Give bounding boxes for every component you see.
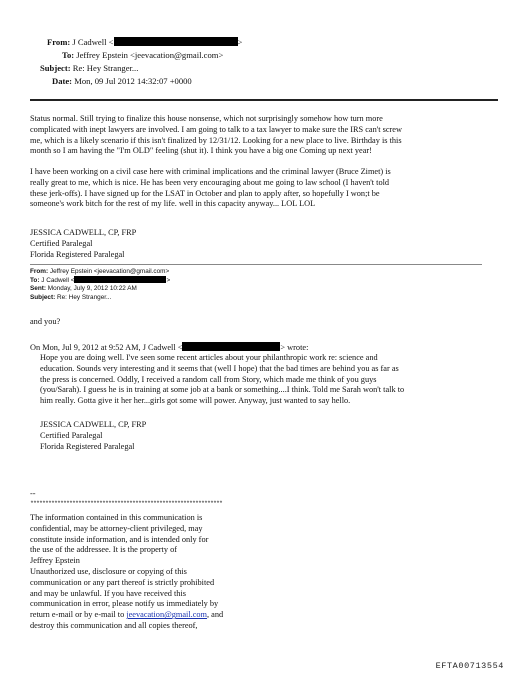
- body-line: I have been working on a civil case here with criminal implications and the criminal lawyer (Bruce Zimet) is: [30, 167, 391, 176]
- quoted-subject-value: Re: Hey Stranger...: [57, 293, 112, 301]
- email-link[interactable]: jeevacation@gmail.com: [126, 610, 207, 620]
- to-label: To:: [62, 50, 75, 60]
- from-end: >: [237, 37, 243, 47]
- quoted-signature-block: [40, 420, 146, 452]
- wrote-suffix: > wrote:: [280, 343, 309, 352]
- header-subject: [40, 62, 138, 75]
- date-label: Date:: [52, 76, 73, 86]
- from-label: From:: [47, 37, 71, 47]
- quoted-to-label: To:: [30, 277, 40, 285]
- quoted-line: education. Sounds very interesting and it seems that (well I hope) that the bad times are behind you as far as: [40, 363, 399, 373]
- header-to: [62, 49, 223, 62]
- body-line: me, which is a likely scenario if this isn't finalized by 12/31/12. Looking for a new place to live. Birthday is this: [30, 135, 402, 145]
- quoted-sent-label: Sent:: [30, 285, 46, 293]
- quote-divider: [30, 264, 482, 265]
- quoted-from: [30, 268, 170, 276]
- signature-title: Florida Registered Paralegal: [40, 441, 135, 451]
- quoted-subject: [30, 294, 170, 302]
- to-value: Jeffrey Epstein <jeevacation@gmail.com>: [76, 50, 224, 60]
- signature-title: Florida Registered Paralegal: [30, 249, 125, 259]
- body-line: someone's work bitch for the rest of my life. well in this capacity anyway... LOL LOL: [30, 199, 316, 209]
- body-line: really great to me, which is nice. He has been very encouraging about me going to law school (I haven't told: [30, 177, 390, 187]
- quoted-subject-label: Subject:: [30, 293, 56, 301]
- bates-number: EFTA00713554: [435, 661, 504, 671]
- quoted-line: him really. Gotta give it her her...girls got some will power. Anyway, just wanted to say hello.: [40, 396, 351, 406]
- subject-label: Subject:: [40, 63, 71, 73]
- signature-block: [30, 228, 136, 260]
- quoted-from-label: From:: [30, 268, 49, 275]
- quoted-sent-value: Monday, July 9, 2012 10:22 AM: [47, 285, 137, 293]
- body-line: these jerk-offs). I have signed up for the LSAT in October and plan to apply after, so hopefully I won;t be: [30, 188, 380, 198]
- disclaimer-line: destroy this communication and all copies thereof,: [30, 620, 198, 630]
- disclaimer-line: the use of the addressee. It is the property of: [30, 545, 177, 555]
- signature-name: JESSICA CADWELL, CP, FRP: [30, 228, 137, 237]
- body-paragraph-1: [30, 114, 402, 157]
- body-paragraph-2: [30, 167, 391, 210]
- quoted-line: Hope you are doing well. I've seen some recent articles about your philanthropic work re: science and: [40, 353, 378, 362]
- header-date: [52, 75, 192, 88]
- quoted-body: [40, 353, 404, 407]
- body-line: complicated with inept lawyers are involved. I am going to talk to a tax lawyer to make sure the IRS can't screw: [30, 124, 402, 134]
- reply-text: and you?: [30, 317, 61, 326]
- disclaimer-line: [30, 610, 223, 621]
- quoted-to: [30, 276, 170, 285]
- wrote-prefix: On Mon, Jul 9, 2012 at 9:52 AM, J Cadwell <: [30, 343, 183, 352]
- quoted-to-end: >: [166, 277, 171, 285]
- quoted-line: the press is concerned. Oddly, I received a random call from Story, which made me think of you guys: [40, 374, 377, 384]
- redaction-box: [182, 342, 280, 351]
- quoted-to-value: J Cadwell <: [41, 277, 75, 285]
- subject-value: Re: Hey Stranger...: [72, 63, 139, 73]
- confidentiality-notice: [30, 513, 223, 632]
- signature-title: Certified Paralegal: [30, 238, 93, 248]
- quoted-line: (you/Sarah). I guess he is in training at some job at a bank or something....I think. Told me Sarah won't talk to: [40, 385, 405, 395]
- disclaimer-line: communication in error, please notify us immediately by: [30, 599, 219, 609]
- from-value: J Cadwell <: [72, 37, 114, 47]
- redaction-box: [114, 37, 238, 46]
- asterisk-divider: ****************************************************************: [30, 500, 223, 507]
- quoted-header: [30, 268, 170, 302]
- body-line: Status normal. Still trying to finalize this house nonsense, which not surprisingly somehow how turn more: [30, 114, 383, 123]
- disclaimer-line: Jeffrey Epstein: [30, 556, 80, 566]
- disclaimer-line: Unauthorized use, disclosure or copying of this: [30, 566, 187, 576]
- header-divider: [30, 99, 498, 101]
- disclaimer-return-suffix: , and: [206, 610, 224, 620]
- body-line: month so I am having the "I'm OLD" feeling (shut it). I think you have a big one Coming up next year!: [30, 146, 372, 156]
- signature-separator: --: [30, 489, 36, 498]
- disclaimer-line: and may be unlawful. If you have received this: [30, 588, 186, 598]
- signature-name: JESSICA CADWELL, CP, FRP: [40, 420, 147, 429]
- signature-title: Certified Paralegal: [40, 430, 103, 440]
- redaction-box: [74, 276, 166, 283]
- disclaimer-line: communication or any part thereof is strictly prohibited: [30, 577, 215, 587]
- disclaimer-line: confidential, may be attorney-client privileged, may: [30, 523, 203, 533]
- date-value: Mon, 09 Jul 2012 14:32:07 +0000: [74, 76, 192, 86]
- quoted-from-value: Jeffrey Epstein <jeevacation@gmail.com>: [49, 268, 170, 275]
- disclaimer-return-prefix: return e-mail or by e-mail to: [30, 610, 127, 620]
- header-from: [47, 36, 242, 49]
- disclaimer-line: constitute inside information, and is intended only for: [30, 534, 209, 544]
- disclaimer-line: The information contained in this communication is: [30, 513, 203, 522]
- quoted-sent: [30, 285, 170, 293]
